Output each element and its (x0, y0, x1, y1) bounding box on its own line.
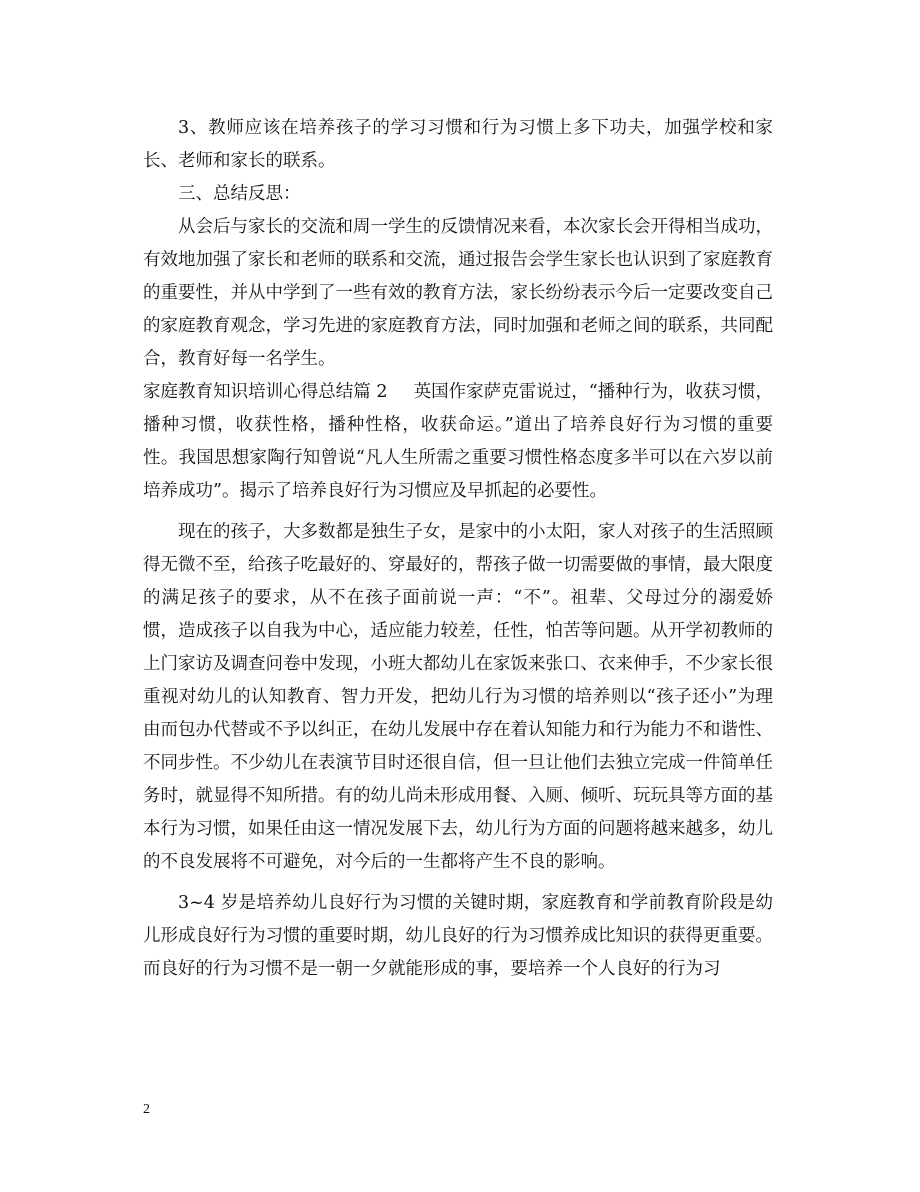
paragraph-key-period: 3~4 岁是培养幼儿良好行为习惯的关键时期，家庭教育和学前教育阶段是幼儿形成良好行为习惯的重要时期，幼儿良好的行为习惯养成比知识的获得更重要。而良好的行为习惯不是一朝一夕就能形成的事，要培养一个人良好的行为习 (143, 893, 773, 979)
document-body (143, 112, 773, 986)
paragraph-current-children: 现在的孩子，大多数都是独生子女，是家中的小太阳，家人对孩子的生活照顾得无微不至，给孩子吃最好的、穿最好的，帮孩子做一切需要做的事情，最大限度的满足孩子的要求，从不在孩子面前说一声：“不”。祖辈、父母过分的溺爱娇惯，造成孩子以自我为中心，适应能力较差，任性，怕苦等问题。从开学初教师的上门家访及调查问卷中发现，小班大都幼儿在家饭来张口、衣来伸手，不少家长很重视对幼儿的认知教育、智力开发，把幼儿行为习惯的培养则以“孩子还小”为理由而包办代替或不予以纠正，在幼儿发展中存在着认知能力和行为能力不和谐性、不同步性。不少幼儿在表演节目时还很自信，但一旦让他们去独立完成一件简单任务时，就显得不知所措。有的幼儿尚未形成用餐、入厕、倾听、玩玩具等方面的基本行为习惯，如果任由这一情况发展下去，幼儿行为方面的问题将越来越多，幼儿的不良发展将不可避免，对今后的一生都将产生不良的影响。 (143, 522, 773, 872)
paragraph-summary: 从会后与家长的交流和周一学生的反馈情况来看，本次家长会开得相当成功，有效地加强了家长和老师的联系和交流，通过报告会学生家长也认识到了家庭教育的重要性，并从中学到了一些有效的教育方法，家长纷纷表示今后一定要改变自己的家庭教育观念，学习先进的家庭教育方法，同时加强和老师之间的联系，共同配合，教育好每一名学生。 (143, 217, 773, 369)
article-intro-text: 英国作家萨克雷说过，“播种行为，收获习惯，播种习惯，收获性格，播种性格，收获命运。”道出了培养良好行为习惯的重要性。我国思想家陶行知曾说“凡人生所需之重要习惯性格态度多半可以在六岁以前培养成功”。揭示了培养良好行为习惯应及早抓起的必要性。 (143, 382, 773, 501)
section-title-summary: 三、总结反思： (178, 184, 301, 204)
article-heading: 家庭教育知识培训心得总结篇 2 (143, 382, 388, 402)
paragraph-article-intro (143, 376, 773, 508)
paragraph-teacher-advice: 3、教师应该在培养孩子的学习习惯和行为习惯上多下功夫，加强学校和家长、老师和家长的联系。 (143, 118, 773, 171)
page-number: 2 (143, 1102, 150, 1117)
